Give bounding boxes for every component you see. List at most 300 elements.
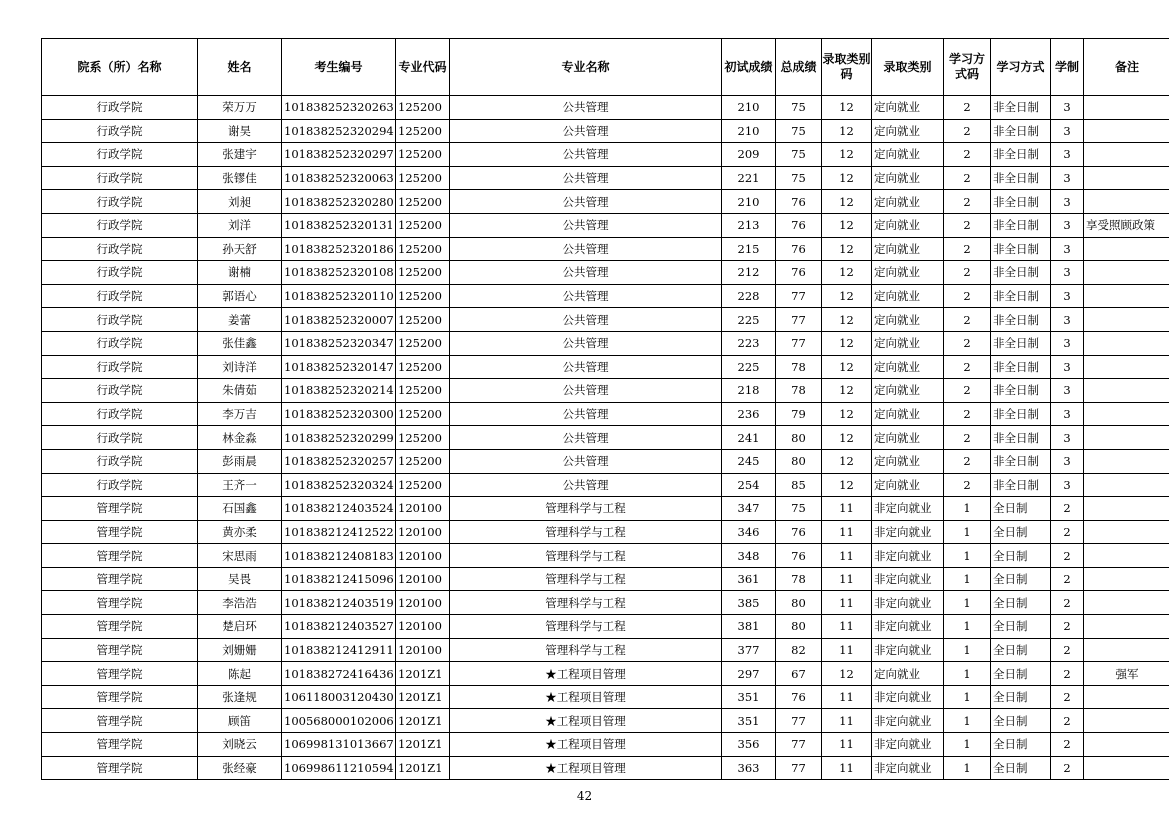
- table-row: [42, 119, 1169, 143]
- cell-duration: 2: [1051, 567, 1084, 591]
- cell-duration: 3: [1051, 96, 1084, 120]
- cell-category-code: 11: [822, 567, 872, 591]
- cell-prelim-score: 236: [722, 402, 776, 426]
- cell-exam-id: 101838212403527: [282, 615, 396, 639]
- cell-duration: 2: [1051, 638, 1084, 662]
- cell-exam-id: 101838252320297: [282, 143, 396, 167]
- cell-category: 定向就业: [872, 379, 944, 403]
- cell-major-name: ★工程项目管理: [450, 709, 722, 733]
- cell-major-code: 125200: [396, 473, 450, 497]
- col-header-category: 录取类别: [872, 39, 944, 96]
- cell-study-mode: 非全日制: [991, 473, 1051, 497]
- cell-category: 定向就业: [872, 119, 944, 143]
- cell-remarks: [1084, 756, 1169, 780]
- cell-major-code: 1201Z1: [396, 733, 450, 757]
- cell-remarks: [1084, 497, 1169, 521]
- cell-department: 行政学院: [42, 426, 198, 450]
- cell-exam-id: 101838252320300: [282, 402, 396, 426]
- table-row: [42, 308, 1169, 332]
- col-header-category-code: 录取类别码: [822, 39, 872, 96]
- cell-department: 管理学院: [42, 733, 198, 757]
- cell-prelim-score: 356: [722, 733, 776, 757]
- cell-remarks: [1084, 709, 1169, 733]
- cell-department: 行政学院: [42, 284, 198, 308]
- cell-duration: 2: [1051, 685, 1084, 709]
- cell-department: 行政学院: [42, 355, 198, 379]
- cell-total-score: 78: [776, 567, 822, 591]
- cell-category-code: 12: [822, 355, 872, 379]
- cell-total-score: 80: [776, 426, 822, 450]
- cell-major-name: 公共管理: [450, 331, 722, 355]
- cell-department: 管理学院: [42, 497, 198, 521]
- cell-prelim-score: 351: [722, 685, 776, 709]
- cell-major-code: 125200: [396, 331, 450, 355]
- col-header-duration: 学制: [1051, 39, 1084, 96]
- cell-remarks: [1084, 591, 1169, 615]
- table-row: [42, 756, 1169, 780]
- cell-major-code: 120100: [396, 497, 450, 521]
- cell-study-mode: 全日制: [991, 685, 1051, 709]
- cell-category: 非定向就业: [872, 520, 944, 544]
- cell-category-code: 12: [822, 143, 872, 167]
- cell-exam-id: 101838252320110: [282, 284, 396, 308]
- cell-study-mode-code: 2: [944, 143, 991, 167]
- cell-category: 定向就业: [872, 331, 944, 355]
- cell-prelim-score: 210: [722, 190, 776, 214]
- cell-major-code: 120100: [396, 638, 450, 662]
- cell-category-code: 12: [822, 96, 872, 120]
- cell-category: 非定向就业: [872, 567, 944, 591]
- cell-remarks: [1084, 261, 1169, 285]
- cell-major-code: 125200: [396, 308, 450, 332]
- cell-category-code: 12: [822, 449, 872, 473]
- cell-study-mode: 非全日制: [991, 449, 1051, 473]
- cell-study-mode: 全日制: [991, 756, 1051, 780]
- cell-duration: 3: [1051, 261, 1084, 285]
- table-row: [42, 213, 1169, 237]
- cell-major-name: 管理科学与工程: [450, 520, 722, 544]
- cell-study-mode-code: 1: [944, 567, 991, 591]
- cell-name: 张佳鑫: [198, 331, 282, 355]
- cell-duration: 3: [1051, 190, 1084, 214]
- cell-name: 吴畏: [198, 567, 282, 591]
- cell-department: 管理学院: [42, 638, 198, 662]
- cell-major-name: 公共管理: [450, 355, 722, 379]
- cell-prelim-score: 210: [722, 96, 776, 120]
- cell-name: 刘晓云: [198, 733, 282, 757]
- cell-study-mode-code: 1: [944, 756, 991, 780]
- cell-category-code: 11: [822, 544, 872, 568]
- cell-study-mode-code: 1: [944, 709, 991, 733]
- cell-exam-id: 101838252320186: [282, 237, 396, 261]
- cell-duration: 3: [1051, 213, 1084, 237]
- cell-exam-id: 101838252320108: [282, 261, 396, 285]
- cell-category-code: 12: [822, 402, 872, 426]
- cell-study-mode-code: 2: [944, 331, 991, 355]
- cell-study-mode: 全日制: [991, 544, 1051, 568]
- cell-major-name: 公共管理: [450, 213, 722, 237]
- table-row: [42, 638, 1169, 662]
- cell-remarks: [1084, 520, 1169, 544]
- cell-major-name: 公共管理: [450, 166, 722, 190]
- cell-category-code: 12: [822, 331, 872, 355]
- cell-study-mode-code: 1: [944, 733, 991, 757]
- cell-prelim-score: 381: [722, 615, 776, 639]
- cell-study-mode: 非全日制: [991, 237, 1051, 261]
- cell-exam-id: 101838252320131: [282, 213, 396, 237]
- cell-study-mode-code: 2: [944, 308, 991, 332]
- col-header-prelim-score: 初试成绩: [722, 39, 776, 96]
- cell-remarks: [1084, 166, 1169, 190]
- cell-exam-id: 106998131013667: [282, 733, 396, 757]
- cell-major-name: 公共管理: [450, 261, 722, 285]
- cell-name: 刘诗洋: [198, 355, 282, 379]
- cell-name: 王齐一: [198, 473, 282, 497]
- cell-major-code: 120100: [396, 591, 450, 615]
- cell-name: 陈起: [198, 662, 282, 686]
- cell-department: 管理学院: [42, 544, 198, 568]
- cell-name: 张逢规: [198, 685, 282, 709]
- cell-exam-id: 101838212415096: [282, 567, 396, 591]
- cell-category: 非定向就业: [872, 497, 944, 521]
- cell-major-code: 1201Z1: [396, 662, 450, 686]
- cell-study-mode: 全日制: [991, 497, 1051, 521]
- cell-category: 定向就业: [872, 473, 944, 497]
- cell-category-code: 12: [822, 426, 872, 450]
- cell-prelim-score: 363: [722, 756, 776, 780]
- cell-remarks: [1084, 190, 1169, 214]
- cell-total-score: 67: [776, 662, 822, 686]
- cell-remarks: [1084, 402, 1169, 426]
- table-row: [42, 685, 1169, 709]
- cell-category: 定向就业: [872, 96, 944, 120]
- cell-remarks: [1084, 379, 1169, 403]
- cell-total-score: 85: [776, 473, 822, 497]
- cell-prelim-score: 385: [722, 591, 776, 615]
- cell-study-mode-code: 1: [944, 685, 991, 709]
- cell-major-code: 125200: [396, 190, 450, 214]
- col-header-major-code: 专业代码: [396, 39, 450, 96]
- cell-remarks: [1084, 567, 1169, 591]
- cell-prelim-score: 377: [722, 638, 776, 662]
- cell-total-score: 77: [776, 733, 822, 757]
- header-row: [42, 39, 1169, 96]
- cell-category: 定向就业: [872, 261, 944, 285]
- table-row: [42, 402, 1169, 426]
- cell-duration: 2: [1051, 662, 1084, 686]
- cell-study-mode-code: 2: [944, 166, 991, 190]
- table-row: [42, 261, 1169, 285]
- cell-study-mode: 非全日制: [991, 143, 1051, 167]
- cell-exam-id: 101838252320280: [282, 190, 396, 214]
- cell-category: 非定向就业: [872, 544, 944, 568]
- cell-total-score: 75: [776, 96, 822, 120]
- table-row: [42, 449, 1169, 473]
- table-row: [42, 190, 1169, 214]
- cell-name: 张经豪: [198, 756, 282, 780]
- cell-total-score: 76: [776, 685, 822, 709]
- cell-remarks: [1084, 284, 1169, 308]
- cell-name: 李万吉: [198, 402, 282, 426]
- cell-prelim-score: 218: [722, 379, 776, 403]
- cell-category-code: 11: [822, 685, 872, 709]
- cell-total-score: 75: [776, 166, 822, 190]
- cell-duration: 3: [1051, 449, 1084, 473]
- cell-study-mode: 非全日制: [991, 402, 1051, 426]
- cell-major-name: 管理科学与工程: [450, 591, 722, 615]
- cell-department: 行政学院: [42, 96, 198, 120]
- cell-major-code: 120100: [396, 567, 450, 591]
- col-header-name: 姓名: [198, 39, 282, 96]
- cell-study-mode-code: 2: [944, 355, 991, 379]
- cell-category-code: 11: [822, 615, 872, 639]
- cell-name: 荣万万: [198, 96, 282, 120]
- cell-major-name: 管理科学与工程: [450, 497, 722, 521]
- cell-name: 张建宇: [198, 143, 282, 167]
- cell-category-code: 11: [822, 497, 872, 521]
- cell-total-score: 77: [776, 756, 822, 780]
- cell-department: 行政学院: [42, 166, 198, 190]
- cell-exam-id: 101838252320263: [282, 96, 396, 120]
- cell-name: 刘昶: [198, 190, 282, 214]
- cell-major-code: 125200: [396, 449, 450, 473]
- cell-category: 定向就业: [872, 449, 944, 473]
- cell-duration: 3: [1051, 331, 1084, 355]
- cell-major-name: 公共管理: [450, 308, 722, 332]
- cell-name: 黄亦柔: [198, 520, 282, 544]
- cell-remarks: [1084, 615, 1169, 639]
- cell-prelim-score: 209: [722, 143, 776, 167]
- cell-study-mode: 非全日制: [991, 119, 1051, 143]
- col-header-department: 院系（所）名称: [42, 39, 198, 96]
- cell-exam-id: 101838252320007: [282, 308, 396, 332]
- cell-duration: 2: [1051, 615, 1084, 639]
- cell-study-mode-code: 2: [944, 237, 991, 261]
- cell-remarks: [1084, 638, 1169, 662]
- cell-study-mode: 非全日制: [991, 308, 1051, 332]
- cell-exam-id: 101838212412911: [282, 638, 396, 662]
- cell-prelim-score: 225: [722, 355, 776, 379]
- cell-name: 宋思雨: [198, 544, 282, 568]
- cell-duration: 3: [1051, 473, 1084, 497]
- cell-prelim-score: 215: [722, 237, 776, 261]
- cell-category: 定向就业: [872, 426, 944, 450]
- cell-study-mode-code: 1: [944, 544, 991, 568]
- cell-category: 定向就业: [872, 402, 944, 426]
- cell-study-mode-code: 1: [944, 520, 991, 544]
- cell-major-name: 公共管理: [450, 449, 722, 473]
- cell-duration: 2: [1051, 520, 1084, 544]
- cell-total-score: 75: [776, 119, 822, 143]
- cell-exam-id: 101838252320347: [282, 331, 396, 355]
- col-header-exam-id: 考生编号: [282, 39, 396, 96]
- cell-major-code: 1201Z1: [396, 709, 450, 733]
- cell-exam-id: 101838252320214: [282, 379, 396, 403]
- cell-duration: 2: [1051, 591, 1084, 615]
- cell-remarks: [1084, 733, 1169, 757]
- cell-total-score: 75: [776, 143, 822, 167]
- cell-department: 行政学院: [42, 402, 198, 426]
- col-header-remarks: 备注: [1084, 39, 1169, 96]
- cell-exam-id: 106118003120430: [282, 685, 396, 709]
- table-row: [42, 567, 1169, 591]
- cell-exam-id: 101838212412522: [282, 520, 396, 544]
- cell-study-mode: 全日制: [991, 567, 1051, 591]
- cell-prelim-score: 228: [722, 284, 776, 308]
- cell-study-mode: 全日制: [991, 615, 1051, 639]
- cell-category-code: 12: [822, 166, 872, 190]
- cell-category-code: 11: [822, 756, 872, 780]
- table-row: [42, 96, 1169, 120]
- cell-duration: 2: [1051, 756, 1084, 780]
- table-row: [42, 662, 1169, 686]
- cell-study-mode-code: 1: [944, 662, 991, 686]
- cell-prelim-score: 254: [722, 473, 776, 497]
- cell-study-mode: 全日制: [991, 638, 1051, 662]
- cell-exam-id: 100568000102006: [282, 709, 396, 733]
- cell-exam-id: 101838252320257: [282, 449, 396, 473]
- cell-category-code: 11: [822, 638, 872, 662]
- cell-major-name: ★工程项目管理: [450, 756, 722, 780]
- cell-prelim-score: 225: [722, 308, 776, 332]
- cell-study-mode-code: 1: [944, 497, 991, 521]
- table-row: [42, 497, 1169, 521]
- cell-department: 管理学院: [42, 709, 198, 733]
- cell-name: 朱倩茹: [198, 379, 282, 403]
- cell-department: 管理学院: [42, 520, 198, 544]
- cell-category: 非定向就业: [872, 685, 944, 709]
- cell-department: 管理学院: [42, 615, 198, 639]
- cell-remarks: [1084, 426, 1169, 450]
- cell-name: 郭语心: [198, 284, 282, 308]
- cell-major-code: 1201Z1: [396, 685, 450, 709]
- cell-study-mode-code: 2: [944, 379, 991, 403]
- cell-department: 行政学院: [42, 473, 198, 497]
- cell-category: 定向就业: [872, 355, 944, 379]
- cell-duration: 3: [1051, 284, 1084, 308]
- cell-total-score: 80: [776, 591, 822, 615]
- cell-study-mode-code: 2: [944, 190, 991, 214]
- cell-category-code: 11: [822, 520, 872, 544]
- table-row: [42, 379, 1169, 403]
- cell-category: 非定向就业: [872, 638, 944, 662]
- cell-study-mode: 非全日制: [991, 213, 1051, 237]
- cell-name: 林金淼: [198, 426, 282, 450]
- cell-category-code: 12: [822, 379, 872, 403]
- cell-duration: 3: [1051, 119, 1084, 143]
- table-row: [42, 544, 1169, 568]
- cell-study-mode: 全日制: [991, 709, 1051, 733]
- table-row: [42, 615, 1169, 639]
- cell-major-code: 125200: [396, 379, 450, 403]
- cell-category-code: 12: [822, 190, 872, 214]
- cell-category: 非定向就业: [872, 709, 944, 733]
- cell-major-name: 公共管理: [450, 473, 722, 497]
- cell-department: 管理学院: [42, 756, 198, 780]
- cell-duration: 3: [1051, 402, 1084, 426]
- cell-name: 楚启环: [198, 615, 282, 639]
- cell-duration: 3: [1051, 308, 1084, 332]
- cell-duration: 3: [1051, 166, 1084, 190]
- cell-total-score: 76: [776, 544, 822, 568]
- cell-exam-id: 106998611210594: [282, 756, 396, 780]
- cell-prelim-score: 212: [722, 261, 776, 285]
- table-row: [42, 591, 1169, 615]
- cell-remarks: 享受照顾政策: [1084, 213, 1169, 237]
- table-body: [42, 96, 1169, 780]
- cell-major-code: 125200: [396, 213, 450, 237]
- table-row: [42, 237, 1169, 261]
- cell-exam-id: 101838272416436: [282, 662, 396, 686]
- cell-category: 非定向就业: [872, 733, 944, 757]
- cell-major-code: 120100: [396, 615, 450, 639]
- cell-name: 张镠佳: [198, 166, 282, 190]
- cell-category-code: 12: [822, 213, 872, 237]
- cell-prelim-score: 210: [722, 119, 776, 143]
- cell-major-name: 公共管理: [450, 119, 722, 143]
- cell-name: 谢楠: [198, 261, 282, 285]
- cell-exam-id: 101838212408183: [282, 544, 396, 568]
- cell-total-score: 78: [776, 355, 822, 379]
- cell-total-score: 77: [776, 331, 822, 355]
- cell-total-score: 80: [776, 449, 822, 473]
- cell-exam-id: 101838252320147: [282, 355, 396, 379]
- cell-total-score: 76: [776, 261, 822, 285]
- cell-major-name: 公共管理: [450, 426, 722, 450]
- cell-study-mode-code: 2: [944, 426, 991, 450]
- cell-name: 顾笛: [198, 709, 282, 733]
- cell-category: 定向就业: [872, 284, 944, 308]
- cell-remarks: [1084, 473, 1169, 497]
- table-row: [42, 166, 1169, 190]
- cell-major-code: 125200: [396, 284, 450, 308]
- cell-category: 定向就业: [872, 213, 944, 237]
- cell-major-name: 管理科学与工程: [450, 567, 722, 591]
- cell-major-code: 120100: [396, 520, 450, 544]
- cell-department: 管理学院: [42, 591, 198, 615]
- cell-category-code: 12: [822, 237, 872, 261]
- cell-remarks: [1084, 355, 1169, 379]
- cell-prelim-score: 361: [722, 567, 776, 591]
- cell-major-code: 1201Z1: [396, 756, 450, 780]
- cell-duration: 3: [1051, 143, 1084, 167]
- cell-total-score: 77: [776, 284, 822, 308]
- cell-study-mode-code: 1: [944, 638, 991, 662]
- cell-duration: 2: [1051, 497, 1084, 521]
- cell-study-mode: 全日制: [991, 733, 1051, 757]
- cell-study-mode: 非全日制: [991, 331, 1051, 355]
- cell-department: 管理学院: [42, 567, 198, 591]
- cell-department: 行政学院: [42, 308, 198, 332]
- cell-prelim-score: 348: [722, 544, 776, 568]
- cell-exam-id: 101838252320324: [282, 473, 396, 497]
- cell-remarks: [1084, 544, 1169, 568]
- cell-remarks: [1084, 308, 1169, 332]
- cell-exam-id: 101838252320063: [282, 166, 396, 190]
- cell-duration: 2: [1051, 544, 1084, 568]
- cell-study-mode: 全日制: [991, 520, 1051, 544]
- cell-study-mode: 非全日制: [991, 166, 1051, 190]
- cell-category: 非定向就业: [872, 615, 944, 639]
- table-row: [42, 331, 1169, 355]
- cell-category: 定向就业: [872, 143, 944, 167]
- cell-duration: 3: [1051, 379, 1084, 403]
- cell-major-code: 125200: [396, 119, 450, 143]
- cell-category-code: 12: [822, 662, 872, 686]
- cell-major-code: 125200: [396, 355, 450, 379]
- cell-major-name: 公共管理: [450, 143, 722, 167]
- cell-prelim-score: 245: [722, 449, 776, 473]
